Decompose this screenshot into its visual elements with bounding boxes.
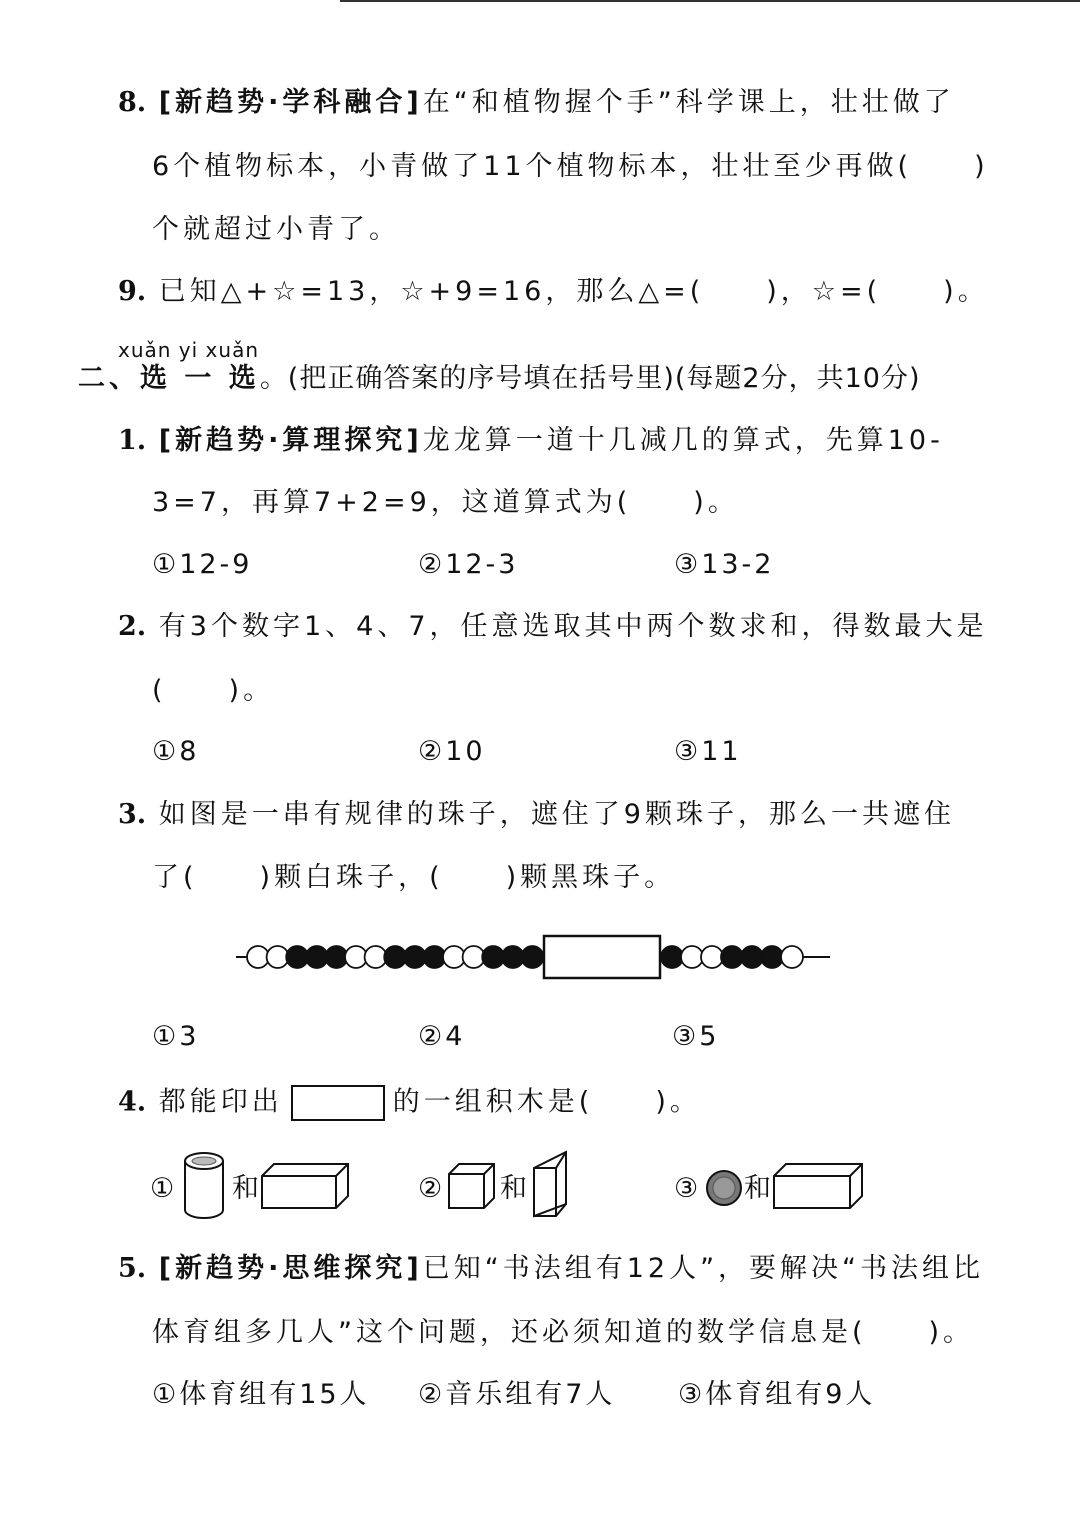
cube-icon bbox=[446, 1160, 498, 1212]
black-bead bbox=[521, 946, 543, 968]
black-bead bbox=[741, 946, 763, 968]
s2q5-line1 bbox=[118, 1252, 984, 1286]
sphere-icon bbox=[704, 1168, 744, 1208]
s2q3-number: 3. bbox=[118, 799, 147, 830]
s2q2-number: 2. bbox=[118, 611, 147, 642]
s2q3-text-line1: 如图是一串有规律的珠子，遮住了9颗珠子，那么一共遮住 bbox=[158, 799, 955, 830]
cuboid-icon bbox=[258, 1160, 354, 1212]
s2q5-number: 5. bbox=[118, 1253, 147, 1284]
q8-text-line1: 在“和植物握个手”科学课上，壮壮做了 bbox=[422, 87, 955, 118]
s2q4-option-3-mark: ③ bbox=[674, 1173, 702, 1204]
s2q5-option-1: ①体育组有15人 bbox=[152, 1379, 370, 1410]
cuboid-icon-2 bbox=[770, 1160, 868, 1212]
white-bead bbox=[701, 946, 723, 968]
s2q4-option-3-and: 和 bbox=[744, 1173, 774, 1204]
s2q4-option-1-and: 和 bbox=[232, 1173, 262, 1204]
s2q3-line1 bbox=[118, 798, 955, 832]
black-bead bbox=[661, 946, 683, 968]
black-bead bbox=[721, 946, 743, 968]
s2q2-option-3: ③11 bbox=[674, 736, 742, 767]
s2q1-option-2: ②12-3 bbox=[418, 549, 519, 580]
s2q2-line2: ( )。 bbox=[152, 675, 275, 706]
s2q3-line2: 了( )颗白珠子，( )颗黑珠子。 bbox=[152, 862, 676, 893]
bead-cover-box bbox=[544, 936, 660, 978]
beads-right-group bbox=[661, 946, 803, 968]
q8-number: 8. bbox=[118, 87, 147, 118]
bead-string-figure bbox=[0, 920, 1080, 990]
s2q4-text-before: 都能印出 bbox=[158, 1086, 283, 1118]
s2q1-line1 bbox=[118, 424, 944, 458]
beads-left-group bbox=[247, 946, 543, 968]
s2q1-option-1: ①12-9 bbox=[152, 549, 253, 580]
s2q2-option-1: ①8 bbox=[152, 736, 200, 767]
s2q3-option-1: ①3 bbox=[152, 1021, 200, 1052]
s2q2-option-2: ②10 bbox=[418, 736, 486, 767]
white-bead bbox=[681, 946, 703, 968]
s2q4-line bbox=[118, 1085, 701, 1121]
s2q5-line2: 体育组多几人”这个问题，还必须知道的数学信息是( )。 bbox=[152, 1317, 975, 1348]
s2q1-text-line1: 龙龙算一道十几减几的算式，先算10- bbox=[422, 425, 944, 456]
s2q5-option-3: ③体育组有9人 bbox=[678, 1379, 876, 1410]
s2q5-text-line1: 已知“书法组有12人”，要解决“书法组比 bbox=[422, 1253, 985, 1284]
q8-line1 bbox=[118, 86, 955, 120]
section2-title: 二、选 一 选 bbox=[78, 363, 260, 394]
s2q1-line2: 3=7，再算7+2=9，这道算式为( )。 bbox=[152, 487, 739, 518]
s2q4-option-2-mark: ② bbox=[418, 1173, 446, 1204]
s2q1-tag: [新趋势·算理探究] bbox=[158, 425, 423, 456]
white-bead bbox=[781, 946, 803, 968]
s2q3-option-2: ②4 bbox=[418, 1021, 466, 1052]
top-border-line bbox=[340, 0, 1080, 2]
q9-line bbox=[118, 275, 989, 309]
s2q1-number: 1. bbox=[118, 425, 147, 456]
s2q4-option-2-and: 和 bbox=[500, 1173, 530, 1204]
triangular-prism-icon bbox=[528, 1148, 572, 1220]
black-bead bbox=[761, 946, 783, 968]
black-bead bbox=[502, 946, 524, 968]
rectangle-imprint-box bbox=[291, 1085, 385, 1121]
s2q1-option-3: ③13-2 bbox=[674, 549, 775, 580]
q8-line2: 6个植物标本，小青做了11个植物标本，壮壮至少再做( ) bbox=[152, 151, 989, 182]
q8-tag: [新趋势·学科融合] bbox=[158, 87, 423, 118]
q8-line3: 个就超过小青了。 bbox=[152, 214, 400, 245]
s2q4-text-after: 的一组积木是( )。 bbox=[392, 1086, 701, 1118]
section2-header bbox=[78, 362, 920, 396]
s2q2-line1 bbox=[118, 610, 988, 644]
cylinder-icon bbox=[182, 1148, 232, 1224]
s2q5-tag: [新趋势·思维探究] bbox=[158, 1253, 423, 1284]
s2q4-number: 4. bbox=[118, 1086, 147, 1118]
s2q4-option-1-mark: ① bbox=[150, 1173, 178, 1204]
section2-instruction: 。(把正确答案的序号填在括号里)(每题2分，共10分) bbox=[259, 363, 921, 394]
q9-number: 9. bbox=[118, 276, 147, 307]
s2q5-option-2: ②音乐组有7人 bbox=[418, 1379, 616, 1410]
q9-text: 已知△+☆=13，☆+9=16，那么△=( )，☆=( )。 bbox=[158, 276, 989, 307]
s2q2-text-line1: 有3个数字1、4、7，任意选取其中两个数求和，得数最大是 bbox=[158, 611, 988, 642]
s2q3-option-3: ③5 bbox=[672, 1021, 720, 1052]
section2-pinyin: xuǎn yi xuǎn bbox=[118, 338, 259, 362]
